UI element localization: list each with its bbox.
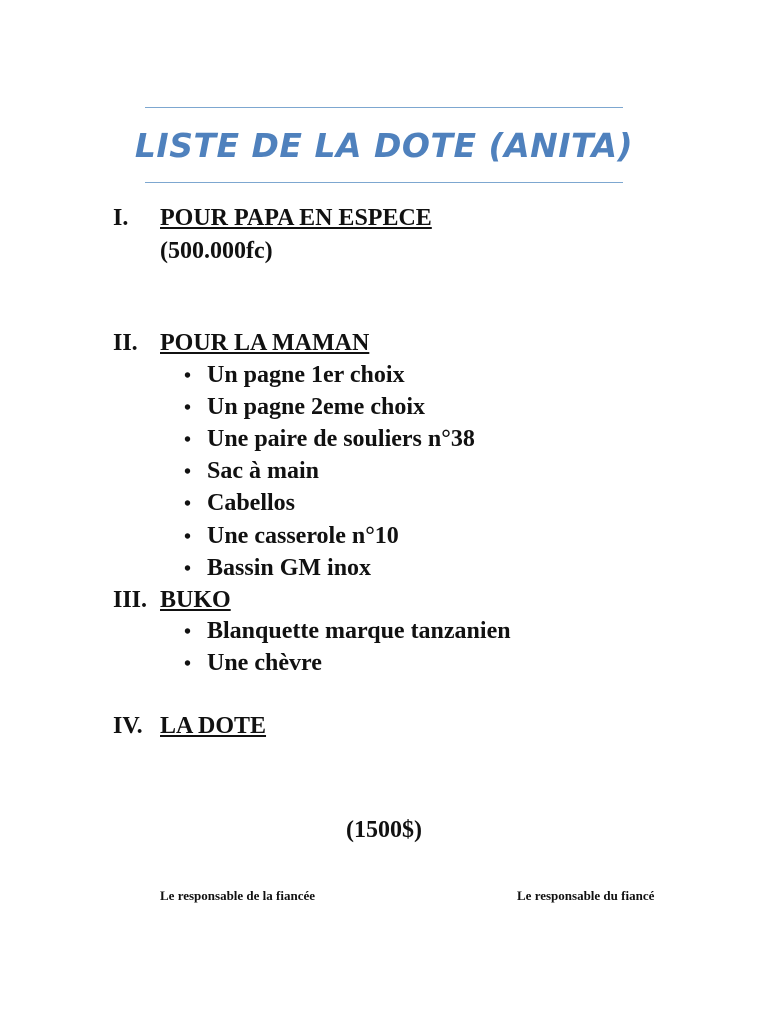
bullet-icon: • [184,493,192,515]
section-1-heading: POUR PAPA EN ESPECE [160,205,432,231]
list-item: • Bassin GM inox [184,552,371,585]
list-item: • Une casserole n°10 [184,520,399,553]
bullet-icon: • [184,365,192,387]
bullet-icon: • [184,558,192,580]
bullet-icon: • [184,653,192,675]
section-3-numeral: III. [113,587,148,613]
bullet-icon: • [184,621,192,643]
list-item: • Sac à main [184,455,319,488]
signature-bride-representative: Le responsable de la fiancée [160,888,316,903]
dowry-total: (1500$) [346,817,422,843]
section-4-numeral: IV. [113,713,143,739]
list-item: • Cabellos [184,487,295,520]
title-rule-bottom [145,182,623,183]
section-1-numeral: I. [113,205,129,231]
section-2-numeral: II. [113,330,138,356]
bullet-icon: • [184,429,192,451]
bullet-icon: • [184,461,192,483]
section-4-heading: LA DOTE [160,713,267,739]
section-2-heading: POUR LA MAMAN [160,330,370,356]
document-title: LISTE DE LA DOTE (ANITA) [134,126,634,165]
section-3-heading: BUKO [160,587,231,613]
title-rule-top [145,107,623,108]
list-item: • Une paire de souliers n°38 [184,423,475,456]
list-item: • Un pagne 1er choix [184,359,405,392]
list-item: • Blanquette marque tanzanien [184,615,511,648]
bullet-icon: • [184,397,192,419]
section-1-amount: (500.000fc) [160,238,273,264]
list-item: • Un pagne 2eme choix [184,391,425,424]
bullet-icon: • [184,526,192,548]
signature-groom-representative: Le responsable du fiancé [517,888,655,903]
list-item: • Une chèvre [184,647,322,680]
